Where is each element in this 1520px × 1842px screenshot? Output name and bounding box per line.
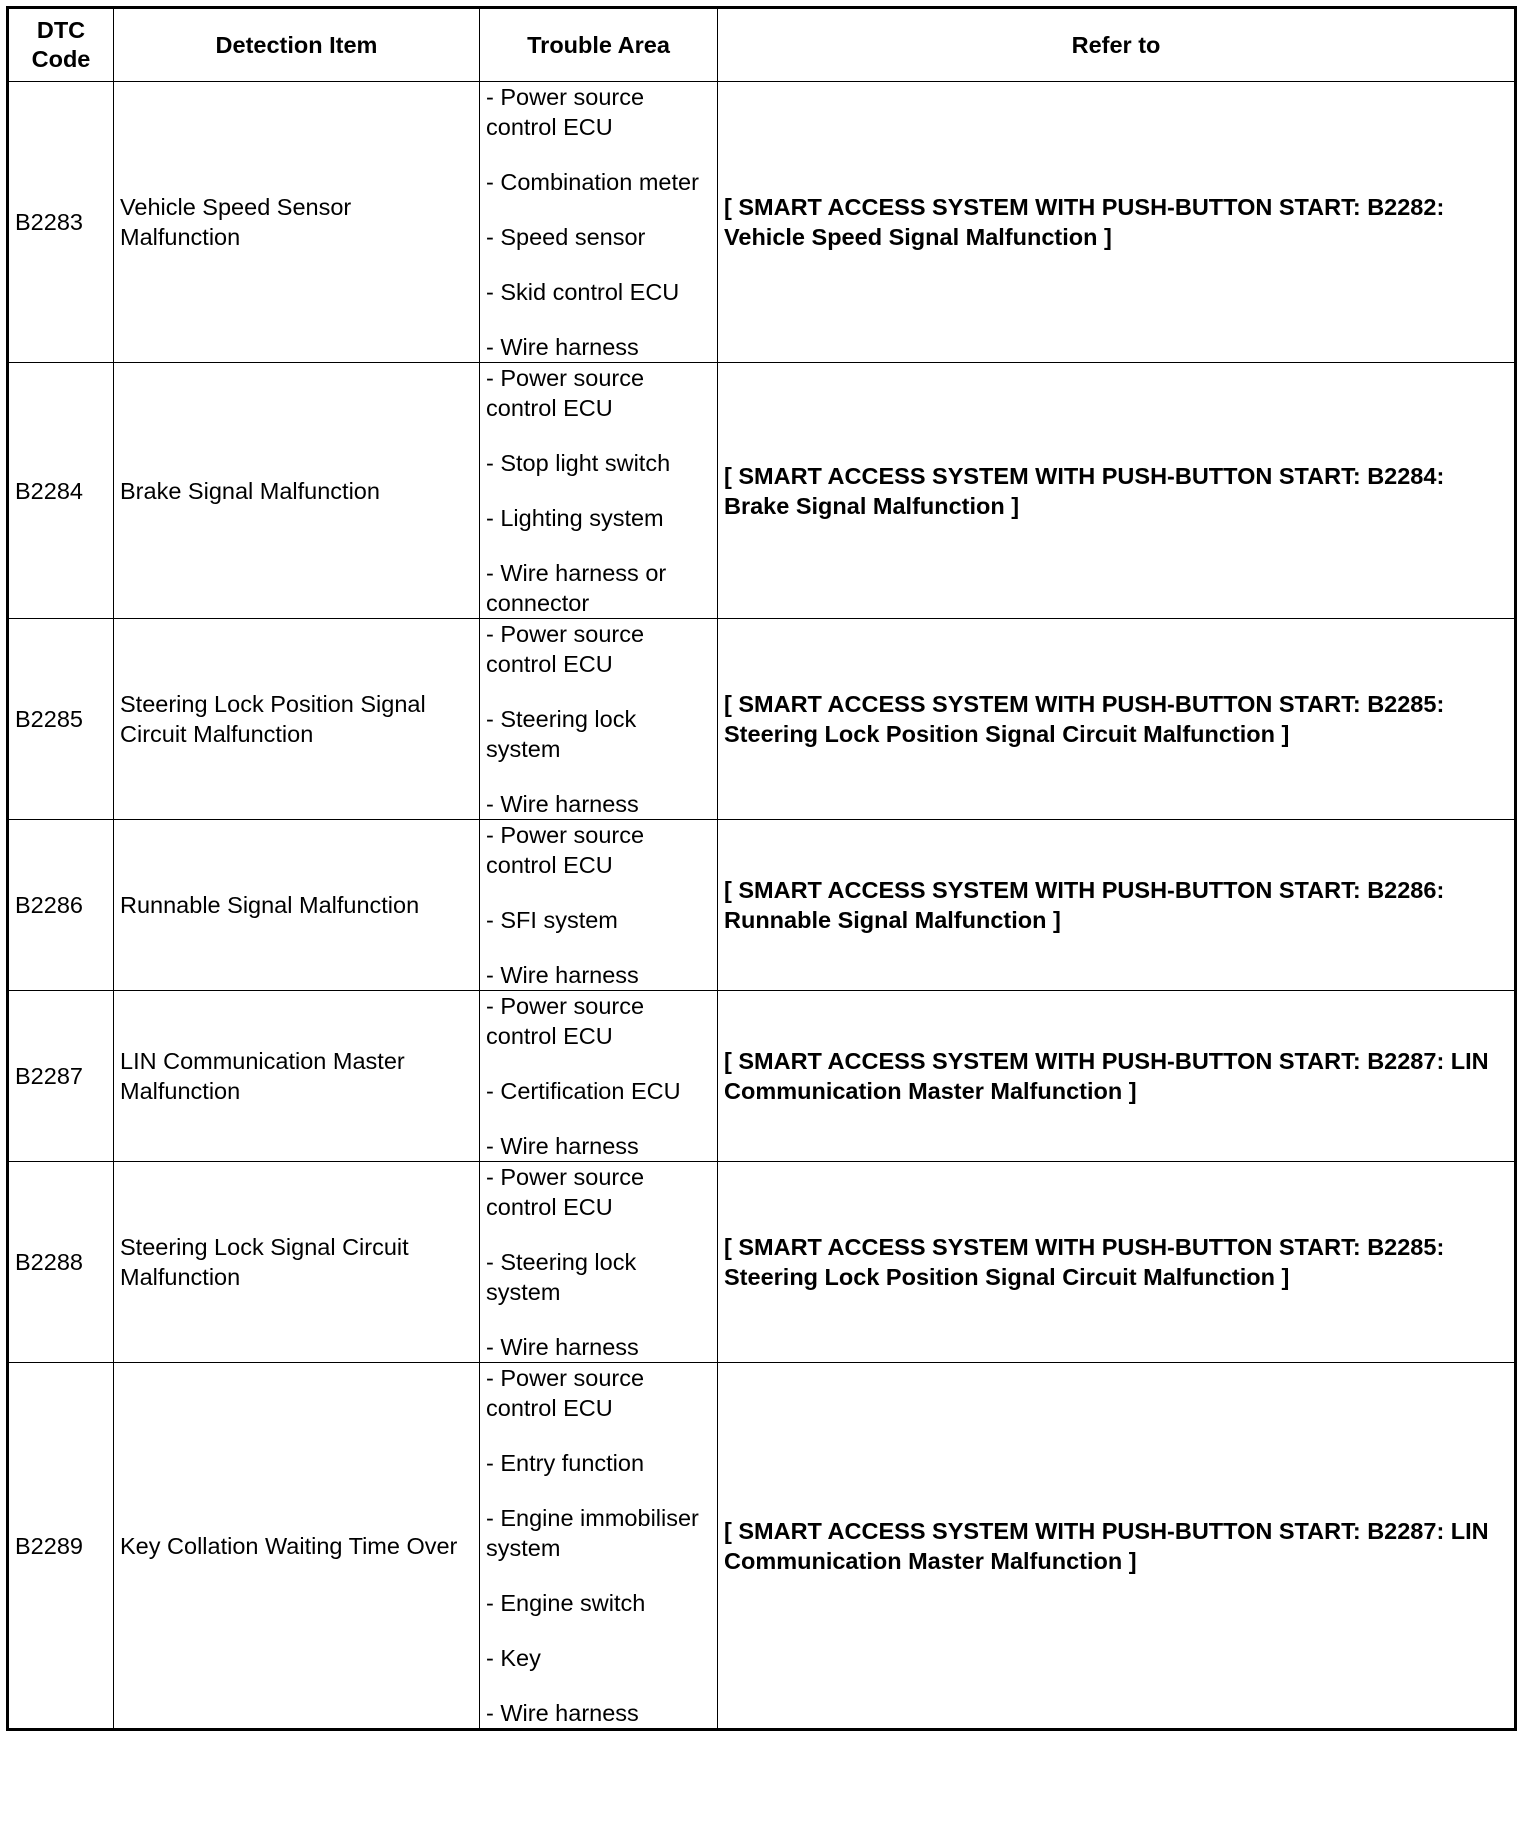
dtc-code-cell: B2284 xyxy=(8,363,114,619)
trouble-area-list xyxy=(486,1363,711,1728)
trouble-area-item: - Lighting system xyxy=(486,505,664,531)
trouble-area-item: - Engine immobiliser system xyxy=(486,1505,699,1561)
trouble-area-item: - Wire harness xyxy=(486,334,639,360)
table-row xyxy=(8,82,1516,363)
trouble-area-item: - Wire harness xyxy=(486,1334,639,1360)
dtc-code-cell: B2288 xyxy=(8,1162,114,1363)
trouble-area-item: - Steering lock system xyxy=(486,706,637,762)
table-row xyxy=(8,1162,1516,1363)
table-row xyxy=(8,363,1516,619)
trouble-area-list xyxy=(486,363,711,618)
trouble-area-item: - Steering lock system xyxy=(486,1249,637,1305)
trouble-area-item: - Skid control ECU xyxy=(486,279,680,305)
dtc-code-cell: B2286 xyxy=(8,820,114,991)
refer-to-link[interactable]: [ SMART ACCESS SYSTEM WITH PUSH-BUTTON START: B2285: Steering Lock Position Signal Circuit Malfunction ] xyxy=(718,619,1516,820)
table-row xyxy=(8,1363,1516,1730)
dtc-code-cell: B2283 xyxy=(8,82,114,363)
detection-item-cell: Steering Lock Position Signal Circuit Malfunction xyxy=(114,619,480,820)
trouble-area-item: - Wire harness xyxy=(486,1133,639,1159)
trouble-area-item: - Power source control ECU xyxy=(486,1365,645,1421)
trouble-area-list xyxy=(486,82,711,362)
detection-item-cell: Brake Signal Malfunction xyxy=(114,363,480,619)
refer-to-link[interactable]: [ SMART ACCESS SYSTEM WITH PUSH-BUTTON START: B2287: LIN Communication Master Malfunction ] xyxy=(718,991,1516,1162)
detection-item-cell: Key Collation Waiting Time Over xyxy=(114,1363,480,1730)
table-body xyxy=(8,82,1516,1730)
trouble-area-item: - Stop light switch xyxy=(486,450,671,476)
refer-to-link[interactable]: [ SMART ACCESS SYSTEM WITH PUSH-BUTTON START: B2287: LIN Communication Master Malfunction ] xyxy=(718,1363,1516,1730)
table-row xyxy=(8,619,1516,820)
dtc-code-cell: B2285 xyxy=(8,619,114,820)
detection-item-cell: LIN Communication Master Malfunction xyxy=(114,991,480,1162)
refer-to-link[interactable]: [ SMART ACCESS SYSTEM WITH PUSH-BUTTON START: B2285: Steering Lock Position Signal Circuit Malfunction ] xyxy=(718,1162,1516,1363)
table-header-row xyxy=(8,8,1516,82)
trouble-area-item: - Power source control ECU xyxy=(486,822,645,878)
trouble-area-list xyxy=(486,991,711,1161)
header-dtc-code: DTC Code xyxy=(8,8,114,82)
trouble-area-item: - Wire harness xyxy=(486,1700,639,1726)
trouble-area-cell xyxy=(480,1363,718,1730)
detection-item-cell: Vehicle Speed Sensor Malfunction xyxy=(114,82,480,363)
trouble-area-cell xyxy=(480,820,718,991)
trouble-area-item: - Engine switch xyxy=(486,1590,646,1616)
trouble-area-list xyxy=(486,1162,711,1362)
trouble-area-cell xyxy=(480,1162,718,1363)
header-detection-item: Detection Item xyxy=(114,8,480,82)
trouble-area-item: - Wire harness xyxy=(486,791,639,817)
trouble-area-item: - SFI system xyxy=(486,907,618,933)
detection-item-cell: Runnable Signal Malfunction xyxy=(114,820,480,991)
table-row xyxy=(8,820,1516,991)
trouble-area-item: - Wire harness xyxy=(486,962,639,988)
trouble-area-cell xyxy=(480,363,718,619)
trouble-area-item: - Power source control ECU xyxy=(486,621,645,677)
detection-item-cell: Steering Lock Signal Circuit Malfunction xyxy=(114,1162,480,1363)
trouble-area-item: - Power source control ECU xyxy=(486,993,645,1049)
trouble-area-item: - Combination meter xyxy=(486,169,699,195)
trouble-area-item: - Power source control ECU xyxy=(486,84,645,140)
trouble-area-item: - Key xyxy=(486,1645,541,1671)
trouble-area-item: - Wire harness or connector xyxy=(486,560,667,616)
trouble-area-cell xyxy=(480,82,718,363)
trouble-area-cell xyxy=(480,991,718,1162)
dtc-code-cell: B2289 xyxy=(8,1363,114,1730)
trouble-area-item: - Power source control ECU xyxy=(486,365,645,421)
refer-to-link[interactable]: [ SMART ACCESS SYSTEM WITH PUSH-BUTTON START: B2286: Runnable Signal Malfunction ] xyxy=(718,820,1516,991)
table-row xyxy=(8,991,1516,1162)
dtc-code-cell: B2287 xyxy=(8,991,114,1162)
trouble-area-list xyxy=(486,619,711,819)
refer-to-link[interactable]: [ SMART ACCESS SYSTEM WITH PUSH-BUTTON START: B2282: Vehicle Speed Signal Malfunction ] xyxy=(718,82,1516,363)
trouble-area-item: - Power source control ECU xyxy=(486,1164,645,1220)
trouble-area-item: - Entry function xyxy=(486,1450,645,1476)
trouble-area-cell xyxy=(480,619,718,820)
trouble-area-list xyxy=(486,820,711,990)
trouble-area-item: - Speed sensor xyxy=(486,224,646,250)
trouble-area-item: - Certification ECU xyxy=(486,1078,681,1104)
refer-to-link[interactable]: [ SMART ACCESS SYSTEM WITH PUSH-BUTTON START: B2284: Brake Signal Malfunction ] xyxy=(718,363,1516,619)
dtc-table-container xyxy=(6,6,1517,1731)
header-refer-to: Refer to xyxy=(718,8,1516,82)
header-trouble-area: Trouble Area xyxy=(480,8,718,82)
dtc-table xyxy=(6,6,1517,1731)
